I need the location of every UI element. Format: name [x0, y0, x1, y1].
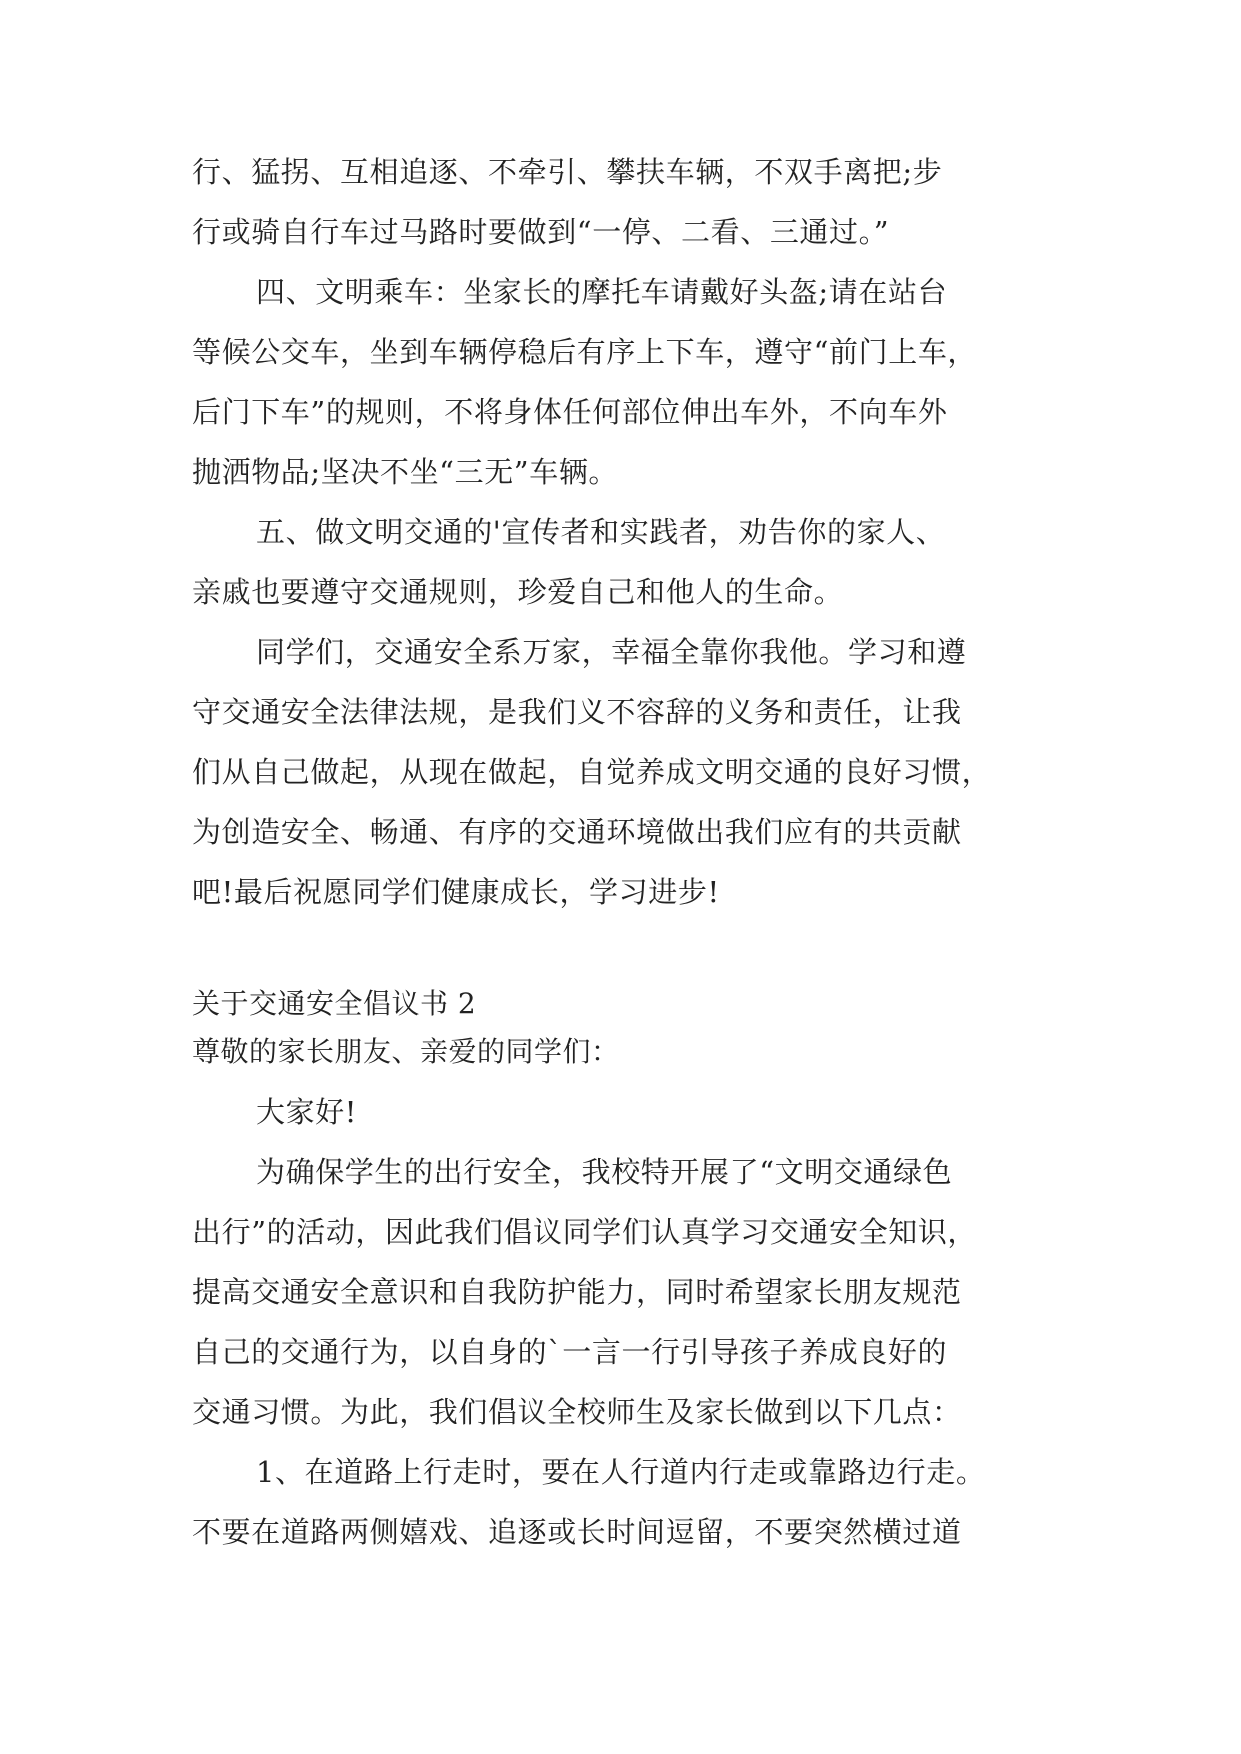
paragraph-line: 同学们，交通安全系万家，幸福全靠你我他。学习和遵: [256, 635, 967, 669]
document-body-part1: [192, 142, 1072, 922]
paragraph-line: 们从自己做起，从现在做起，自觉养成文明交通的良好习惯，: [192, 755, 992, 789]
paragraph-line: 交通习惯。为此，我们倡议全校师生及家长做到以下几点：: [192, 1395, 962, 1429]
paragraph-line: 为创造安全、畅通、有序的交通环境做出我们应有的共贡献: [192, 815, 962, 849]
paragraph-line: 1、在道路上行走时，要在人行道内行走或靠路边行走。: [256, 1455, 986, 1489]
section-title: 关于交通安全倡议书 2: [192, 987, 477, 1020]
paragraph-line: 不要在道路两侧嬉戏、追逐或长时间逗留，不要突然横过道: [192, 1515, 962, 1549]
salutation: 尊敬的家长朋友、亲爱的同学们：: [192, 1035, 620, 1068]
paragraph-line: 抛洒物品;坚决不坐“三无”车辆。: [192, 455, 619, 489]
paragraph-line: 提高交通安全意识和自我防护能力，同时希望家长朋友规范: [192, 1275, 962, 1309]
document-body-part2: [192, 1082, 1072, 1562]
paragraph-line: 等候公交车，坐到车辆停稳后有序上下车，遵守“前门上车，: [192, 335, 978, 369]
paragraph-line: 出行”的活动，因此我们倡议同学们认真学习交通安全知识，: [192, 1215, 978, 1249]
paragraph-line: 五、做文明交通的'宣传者和实践者，劝告你的家人、: [256, 515, 946, 549]
paragraph-line: 自己的交通行为，以自身的`一言一行引导孩子养成良好的: [192, 1335, 948, 1369]
paragraph-line: 守交通安全法律法规，是我们义不容辞的义务和责任，让我: [192, 695, 962, 729]
paragraph-line: 为确保学生的出行安全，我校特开展了“文明交通绿色: [256, 1155, 953, 1189]
paragraph-line: 后门下车”的规则，不将身体任何部位伸出车外，不向车外: [192, 395, 948, 429]
section-heading-block: [192, 980, 1072, 1076]
paragraph-line: 大家好!: [256, 1095, 358, 1129]
paragraph-line: 亲戚也要遵守交通规则，珍爱自己和他人的生命。: [192, 575, 844, 609]
paragraph-line: 吧!最后祝愿同学们健康成长，学习进步!: [192, 875, 720, 909]
paragraph-line: 行、猛拐、互相追逐、不牵引、攀扶车辆，不双手离把;步: [192, 155, 943, 189]
paragraph-line: 行或骑自行车过马路时要做到“一停、二看、三通过。”: [192, 215, 890, 249]
paragraph-line: 四、文明乘车：坐家长的摩托车请戴好头盔;请在站台: [256, 275, 948, 309]
